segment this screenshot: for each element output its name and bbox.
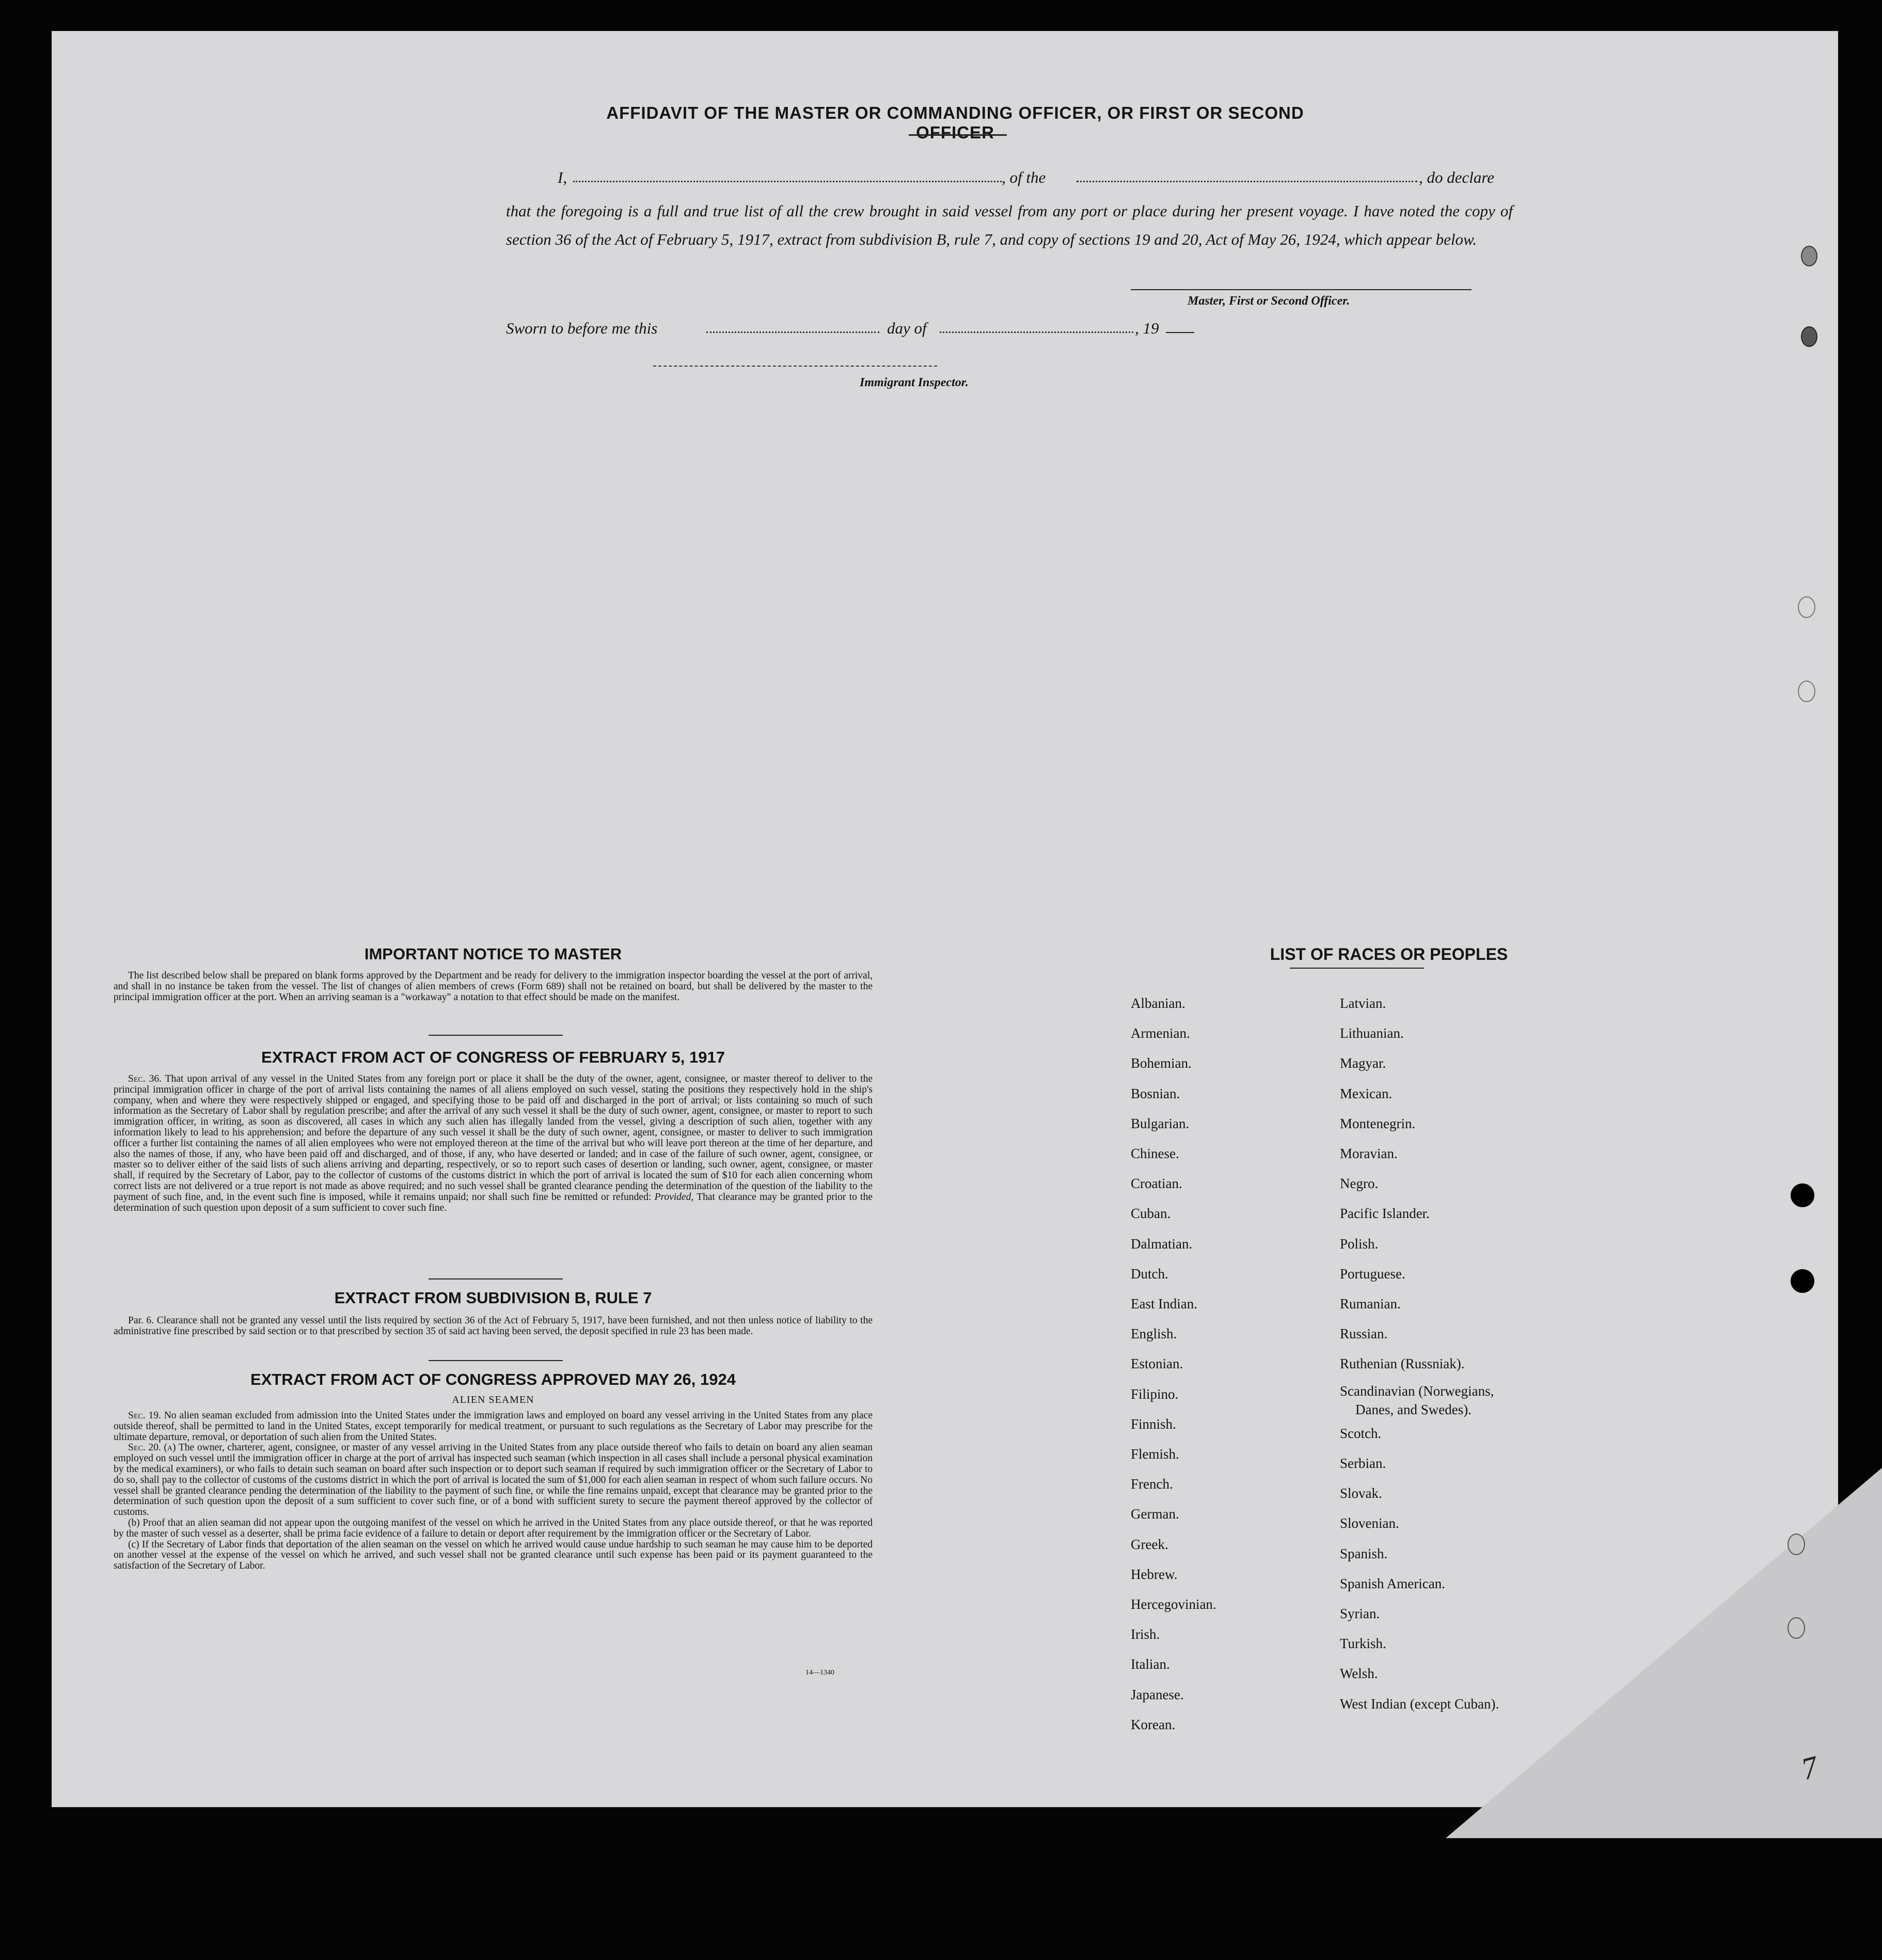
race-item: German.: [1131, 1506, 1179, 1522]
race-item: Montenegrin.: [1340, 1115, 1416, 1131]
races-title-rule: [1290, 968, 1424, 969]
sworn-month-blank[interactable]: [940, 331, 1133, 333]
race-item: Bosnian.: [1131, 1085, 1180, 1101]
punch-hole: [1798, 681, 1815, 702]
extract-rule7-title: EXTRACT FROM SUBDIVISION B, RULE 7: [334, 1289, 652, 1307]
affidavit-line-1: I,: [558, 168, 567, 186]
race-item: Hebrew.: [1131, 1566, 1178, 1582]
race-item: Rumanian.: [1340, 1296, 1401, 1311]
race-item: Moravian.: [1340, 1146, 1398, 1161]
race-item: Spanish.: [1340, 1545, 1388, 1561]
race-item: Irish.: [1131, 1626, 1160, 1642]
race-item: Japanese.: [1131, 1686, 1184, 1702]
race-item: Spanish American.: [1340, 1575, 1445, 1591]
race-item: Korean.: [1131, 1716, 1176, 1732]
affidavit-body: that the foregoing is a full and true list of all the crew brought in said vessel from any port or place during her present voyage. I have noted the copy of section 36 of the Act of February 5, 1917, extract from subdivision B, rule 7, and copy of sections 19 and 20, Act of May 26, 1924, which appear below.: [506, 202, 1513, 248]
race-item: Negro.: [1340, 1176, 1379, 1192]
year-blank[interactable]: [1166, 332, 1194, 333]
race-item: East Indian.: [1131, 1296, 1197, 1311]
document-page: [52, 31, 1838, 1807]
extract-1917-title: EXTRACT FROM ACT OF CONGRESS OF FEBRUARY 5, 1917: [261, 1048, 725, 1066]
race-item: Flemish.: [1131, 1446, 1179, 1462]
race-item: Latvian.: [1340, 995, 1386, 1011]
page-number-mark: 7: [1797, 1749, 1822, 1787]
race-item: Scandinavian (Norwegians,: [1340, 1383, 1494, 1399]
master-signature-caption: Master, First or Second Officer.: [1188, 294, 1350, 308]
race-item: Russian.: [1340, 1326, 1388, 1342]
punch-hole: [1791, 1269, 1814, 1293]
race-item: Bohemian.: [1131, 1055, 1192, 1071]
declare-label: , do declare: [1419, 168, 1495, 186]
race-item: Slovenian.: [1340, 1515, 1399, 1531]
race-item: Finnish.: [1131, 1416, 1176, 1432]
punch-hole: [1801, 246, 1817, 266]
extract-rule7-text: Par. 6. Clearance shall not be granted any vessel until the lists required by section 36 of the Act of February 5, 1917, have been furnished, and not then unless notice of liability to the administrative fine prescribed by said section or to that prescribed by section 35 of said act having been served, the deposit specified in rule 23 has been made.: [114, 1315, 873, 1337]
race-item: Slovak.: [1340, 1485, 1382, 1501]
divider: [429, 1278, 563, 1279]
punch-hole: [1791, 1183, 1814, 1207]
races-title: LIST OF RACES OR PEOPLES: [1270, 945, 1508, 963]
form-number: 14—1340: [805, 1669, 834, 1677]
vessel-blank[interactable]: [1077, 181, 1417, 182]
punch-hole: [1788, 1534, 1805, 1555]
race-item: Chinese.: [1131, 1146, 1179, 1161]
master-signature-line[interactable]: [1131, 289, 1472, 290]
of-the-label: , of the: [1002, 168, 1046, 186]
race-item: Dalmatian.: [1131, 1236, 1193, 1252]
sworn-day-blank[interactable]: [706, 331, 879, 333]
race-item: Dutch.: [1131, 1266, 1168, 1282]
race-item: Ruthenian (Russniak).: [1340, 1356, 1465, 1372]
race-item: Magyar.: [1340, 1055, 1386, 1071]
race-item: Bulgarian.: [1131, 1115, 1190, 1131]
race-item: Mexican.: [1340, 1085, 1393, 1101]
race-item: Albanian.: [1131, 995, 1185, 1011]
race-item: Greek.: [1131, 1536, 1168, 1552]
day-of-label: day of: [887, 319, 927, 337]
race-item: Lithuanian.: [1340, 1025, 1404, 1041]
extract-1917-text: Sec. 36. That upon arrival of any vessel in the United States from any foreign port or place it shall be the duty of the owner, agent, consignee, or master thereof to deliver to the principal immigration officer in charge of the port of arrival lists containing the names of all aliens employed on such vessel, stating the positions they respectively hold in the ship's company, when and where they were respectively shipped or engaged, and specifying those to be paid off and discharged in the port of arrival; or lists containing so much of such information as the Secretary of Labor shall by regulation prescribe; and after the arrival of any such vessel it shall be the duty of such owner, agent, consignee, or master to report to such immigration officer, in writing, as soon as discovered, all cases in which any such alien has illegally landed from the vessel, giving a description of such alien, together with any information likely to lead to his apprehension; and before the departure of any such vessel it shall be the duty of such owner, agent, consignee, or master to deliver to such immigration officer a further list containing the names of all alien employees who were not employed thereon at the time of the arrival but who will leave port thereon at the time of her departure, and also the names of those, if any, who have been paid off and discharged, and of those, if any, who have deserted or landed; and in case of the failure of such owner, agent, consignee, or master so to deliver either of the said lists of such aliens arriving and departing, respectively, or so to report such cases of desertion or landing, such owner, agent, consignee, or master shall, if required by the Secretary of Labor, pay to the collector of customs of the customs district in which the port of arrival is located the sum of $10 for each alien concerning whom correct lists are not delivered or a true report is not made as above required; and no such vessel shall be granted clearance pending the determination of the question of the liability to the payment of such fine, and, in the event such fine is imposed, while it remains unpaid; nor shall such fine be remitted or refunded: Provided, That clearance may be granted prior to the determination of such question upon deposit of a sum sufficient to cover such fine.: [114, 1073, 873, 1213]
divider: [429, 1035, 563, 1036]
race-item: Pacific Islander.: [1340, 1206, 1430, 1222]
race-item: Armenian.: [1131, 1025, 1190, 1041]
notice-text: The list described below shall be prepared on blank forms approved by the Department and be ready for delivery to the immigration inspector boarding the vessel at the port of arrival, and shall in no instance be taken from the vessel. The list of changes of alien members of crews (Form 689) shall not be retained on board, but shall be delivered by the master to the principal immigration officer at the port. When an arriving seaman is a "workaway" a notation to that effect should be made on the manifest.: [114, 970, 873, 1003]
race-item: Danes, and Swedes).: [1355, 1401, 1472, 1417]
year-label: , 19: [1135, 319, 1159, 337]
alien-seamen-subtitle: ALIEN SEAMEN: [452, 1394, 534, 1405]
race-item: Croatian.: [1131, 1176, 1182, 1192]
race-item: French.: [1131, 1476, 1173, 1492]
punch-hole: [1798, 596, 1815, 618]
extract-1924-title: EXTRACT FROM ACT OF CONGRESS APPROVED MAY 26, 1924: [250, 1370, 736, 1388]
race-item: Welsh.: [1340, 1666, 1378, 1682]
race-item: Syrian.: [1340, 1606, 1380, 1621]
inspector-signature-line[interactable]: [653, 366, 937, 367]
title-rule: [909, 134, 1007, 136]
inspector-caption: Immigrant Inspector.: [860, 376, 969, 389]
name-blank[interactable]: [573, 181, 1002, 182]
race-item: Scotch.: [1340, 1425, 1382, 1441]
race-item: Serbian.: [1340, 1456, 1386, 1471]
race-item: Filipino.: [1131, 1386, 1179, 1402]
race-item: West Indian (except Cuban).: [1340, 1696, 1499, 1712]
race-item: Cuban.: [1131, 1206, 1171, 1222]
race-item: Turkish.: [1340, 1636, 1386, 1652]
sworn-line: Sworn to before me this: [506, 319, 658, 337]
punch-hole: [1801, 326, 1817, 347]
notice-title: IMPORTANT NOTICE TO MASTER: [364, 945, 622, 963]
race-item: English.: [1131, 1326, 1177, 1342]
affidavit-title: AFFIDAVIT OF THE MASTER OR COMMANDING OFFICER, OR FIRST OR SECOND OFFICER: [606, 103, 1304, 142]
punch-hole: [1788, 1617, 1805, 1639]
extract-1924-text: Sec. 19. No alien seaman excluded from admission into the United States under the immigration laws and employed on board any vessel arriving in the United States from any place outside thereof, shall be permitted to land in the United States, except temporarily for medical treatment, or pursuant to such regulations as the Secretary of Labor may prescribe for the ultimate departure, removal, or deportation of such alien from the United States. Sec. 20. (a) The owner, charterer, agent, consignee, or master of any vessel arriving in the United States from any place outside thereof who fails to detain on board any alien seaman employed on such vessel until the immigration officer in charge at the port of arrival has inspected such seaman (which inspection in all cases shall include a personal physical examination by the medical examiners), or who fails to detain such seaman on board after such inspection or to deport such seaman if required by such immigration officer or the Secretary of Labor to do so, shall pay to the collector of customs of the customs district in which the port of arrival is located the sum of $1,000 for each alien seaman in respect of whom such failure occurs. No vessel shall be granted clearance pending the determination of the liability to the payment of such fine, or while the fine remains unpaid, except that clearance may be granted prior to the determination of such question upon the deposit of a sum sufficient to cover such fine, or of a bond with sufficient surety to secure the payment thereof approved by the collector of customs. (b) Proof that an alien seaman did not appear upon the outgoing manifest of the vessel on which he arrived in the United States from any place outside thereof, or that he was reported by the master of such vessel as a deserter, shall be prima facie evidence of a failure to detain or deport after requirement by the immigration officer or the Secretary of Labor. (c) If the Secretary of Labor finds that deportation of the alien seaman on the vessel on which he arrived would cause undue hardship to such seaman he may cause him to be deported on another vessel at the expense of the vessel on which he arrived, and such vessel shall not be granted clearance until such expense has been paid or its payment guaranteed to the satisfaction of the Secretary of Labor.: [114, 1410, 873, 1572]
race-item: Hercegovinian.: [1131, 1597, 1216, 1612]
divider: [429, 1360, 563, 1361]
race-item: Portuguese.: [1340, 1266, 1405, 1282]
race-item: Italian.: [1131, 1656, 1170, 1672]
race-item: Polish.: [1340, 1236, 1379, 1252]
race-item: Estonian.: [1131, 1356, 1183, 1372]
